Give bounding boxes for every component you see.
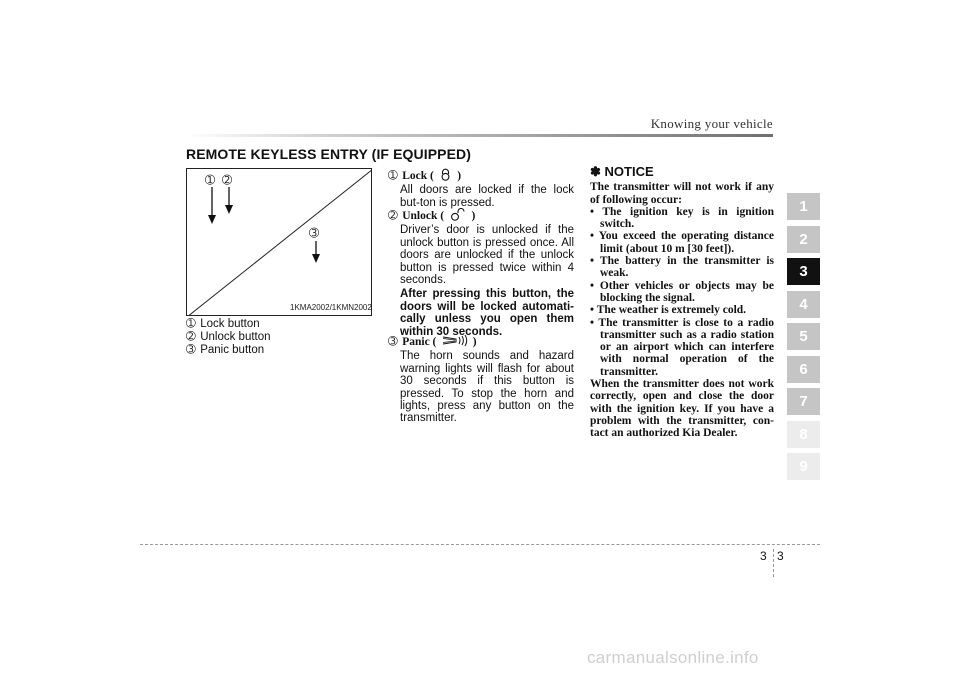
horn-icon	[442, 334, 468, 350]
caption-lock	[186, 318, 260, 332]
notice-bullet: • The ignition key is in ignition switch.	[590, 205, 774, 231]
item-label: Unlock (	[402, 210, 445, 223]
notice-bullet: • The transmitter is close to a radio transmitter such as a radio station or an airport which can interfere with normal operation of the transmitter.	[590, 316, 774, 378]
page-chapter: 3	[760, 549, 767, 563]
item-label-close: )	[472, 336, 477, 349]
header-rule	[185, 134, 773, 137]
notice-star-icon: ✽	[590, 164, 601, 179]
item-lock	[388, 168, 574, 209]
arrowhead-lock	[208, 215, 216, 224]
notice-closing: When the transmitter does not work correctly, open and close the door with the ignition key. If you have a problem with the transmitter, con-tact an authorized Kia Dealer.	[590, 378, 774, 440]
item-label: Lock (	[402, 170, 434, 183]
notice-bullet: • You exceed the operating distance limit (about 10 m [30 feet]).	[590, 230, 774, 255]
caption-unlock	[186, 331, 271, 345]
notice-intro: The transmitter will not work if any of following occur:	[590, 181, 774, 206]
item-body: Driver’s door is unlocked if the unlock button is pressed once. All doors are unlocked if the unlock button is pressed twice within 4 seconds.	[400, 224, 574, 287]
chapter-tab-9[interactable]: 9	[787, 453, 820, 480]
running-header: Knowing your vehicle	[650, 116, 773, 131]
notice-title: NOTICE	[604, 164, 654, 179]
item-panic	[388, 334, 574, 425]
chapter-tab-2[interactable]: 2	[787, 226, 820, 253]
chapter-tab-5[interactable]: 5	[787, 323, 820, 350]
page-number: 3	[777, 549, 784, 563]
caption-number: ➂	[186, 344, 196, 356]
caption-panic	[186, 344, 264, 358]
caption-text: Panic button	[200, 344, 265, 356]
page-divider	[773, 549, 774, 577]
item-body: The horn sounds and hazard warning lights will flash for about 30 seconds if this button is pressed. To stop the horn and lights, press any button on the transmitter.	[400, 350, 574, 425]
footer-rule	[140, 544, 820, 545]
notice-box	[590, 166, 774, 440]
item-number: ➁	[388, 210, 398, 223]
lock-icon	[439, 168, 452, 184]
figure-diagonal	[187, 169, 372, 316]
figure-code: 1KMA2002/1KMN2002	[290, 303, 372, 312]
caption-text: Lock button	[200, 318, 260, 330]
callout-1: ➀	[205, 173, 216, 187]
chapter-tab-7[interactable]: 7	[787, 388, 820, 415]
transmitter-figure	[186, 168, 372, 316]
caption-number: ➁	[186, 331, 196, 343]
chapter-tabs	[787, 193, 820, 486]
arrowhead-unlock	[225, 205, 233, 214]
unlock-icon	[449, 208, 466, 224]
notice-bullet: • The weather is extremely cold.	[590, 304, 747, 317]
callout-3: ➂	[309, 226, 320, 240]
item-label-close: )	[471, 210, 476, 223]
item-unlock	[388, 208, 574, 338]
arrowhead-panic	[312, 254, 320, 263]
caption-text: Unlock button	[200, 331, 271, 343]
item-number: ➀	[388, 170, 398, 183]
notice-bullet: • The battery in the transmitter is weak.	[590, 255, 774, 280]
figure-illustration	[187, 169, 372, 316]
section-title: REMOTE KEYLESS ENTRY (IF EQUIPPED)	[186, 146, 471, 162]
chapter-tab-8[interactable]: 8	[787, 421, 820, 448]
item-number: ➂	[388, 336, 398, 349]
chapter-tab-3[interactable]: 3	[787, 258, 820, 285]
notice-bullet: • Other vehicles or objects may be blocking the signal.	[590, 279, 774, 304]
watermark: carmanualsonline.info	[587, 648, 759, 667]
chapter-tab-1[interactable]: 1	[787, 193, 820, 220]
caption-number: ➀	[186, 318, 196, 330]
chapter-tab-4[interactable]: 4	[787, 291, 820, 318]
item-note: After pressing this button, the doors will be locked automati-cally unless you open them within 30 seconds.	[400, 288, 574, 338]
chapter-tab-6[interactable]: 6	[787, 356, 820, 383]
item-body: All doors are locked if the lock but-ton is pressed.	[400, 184, 574, 209]
callout-2: ➁	[222, 173, 233, 187]
item-label: Panic (	[402, 336, 437, 349]
item-label-close: )	[457, 170, 462, 183]
